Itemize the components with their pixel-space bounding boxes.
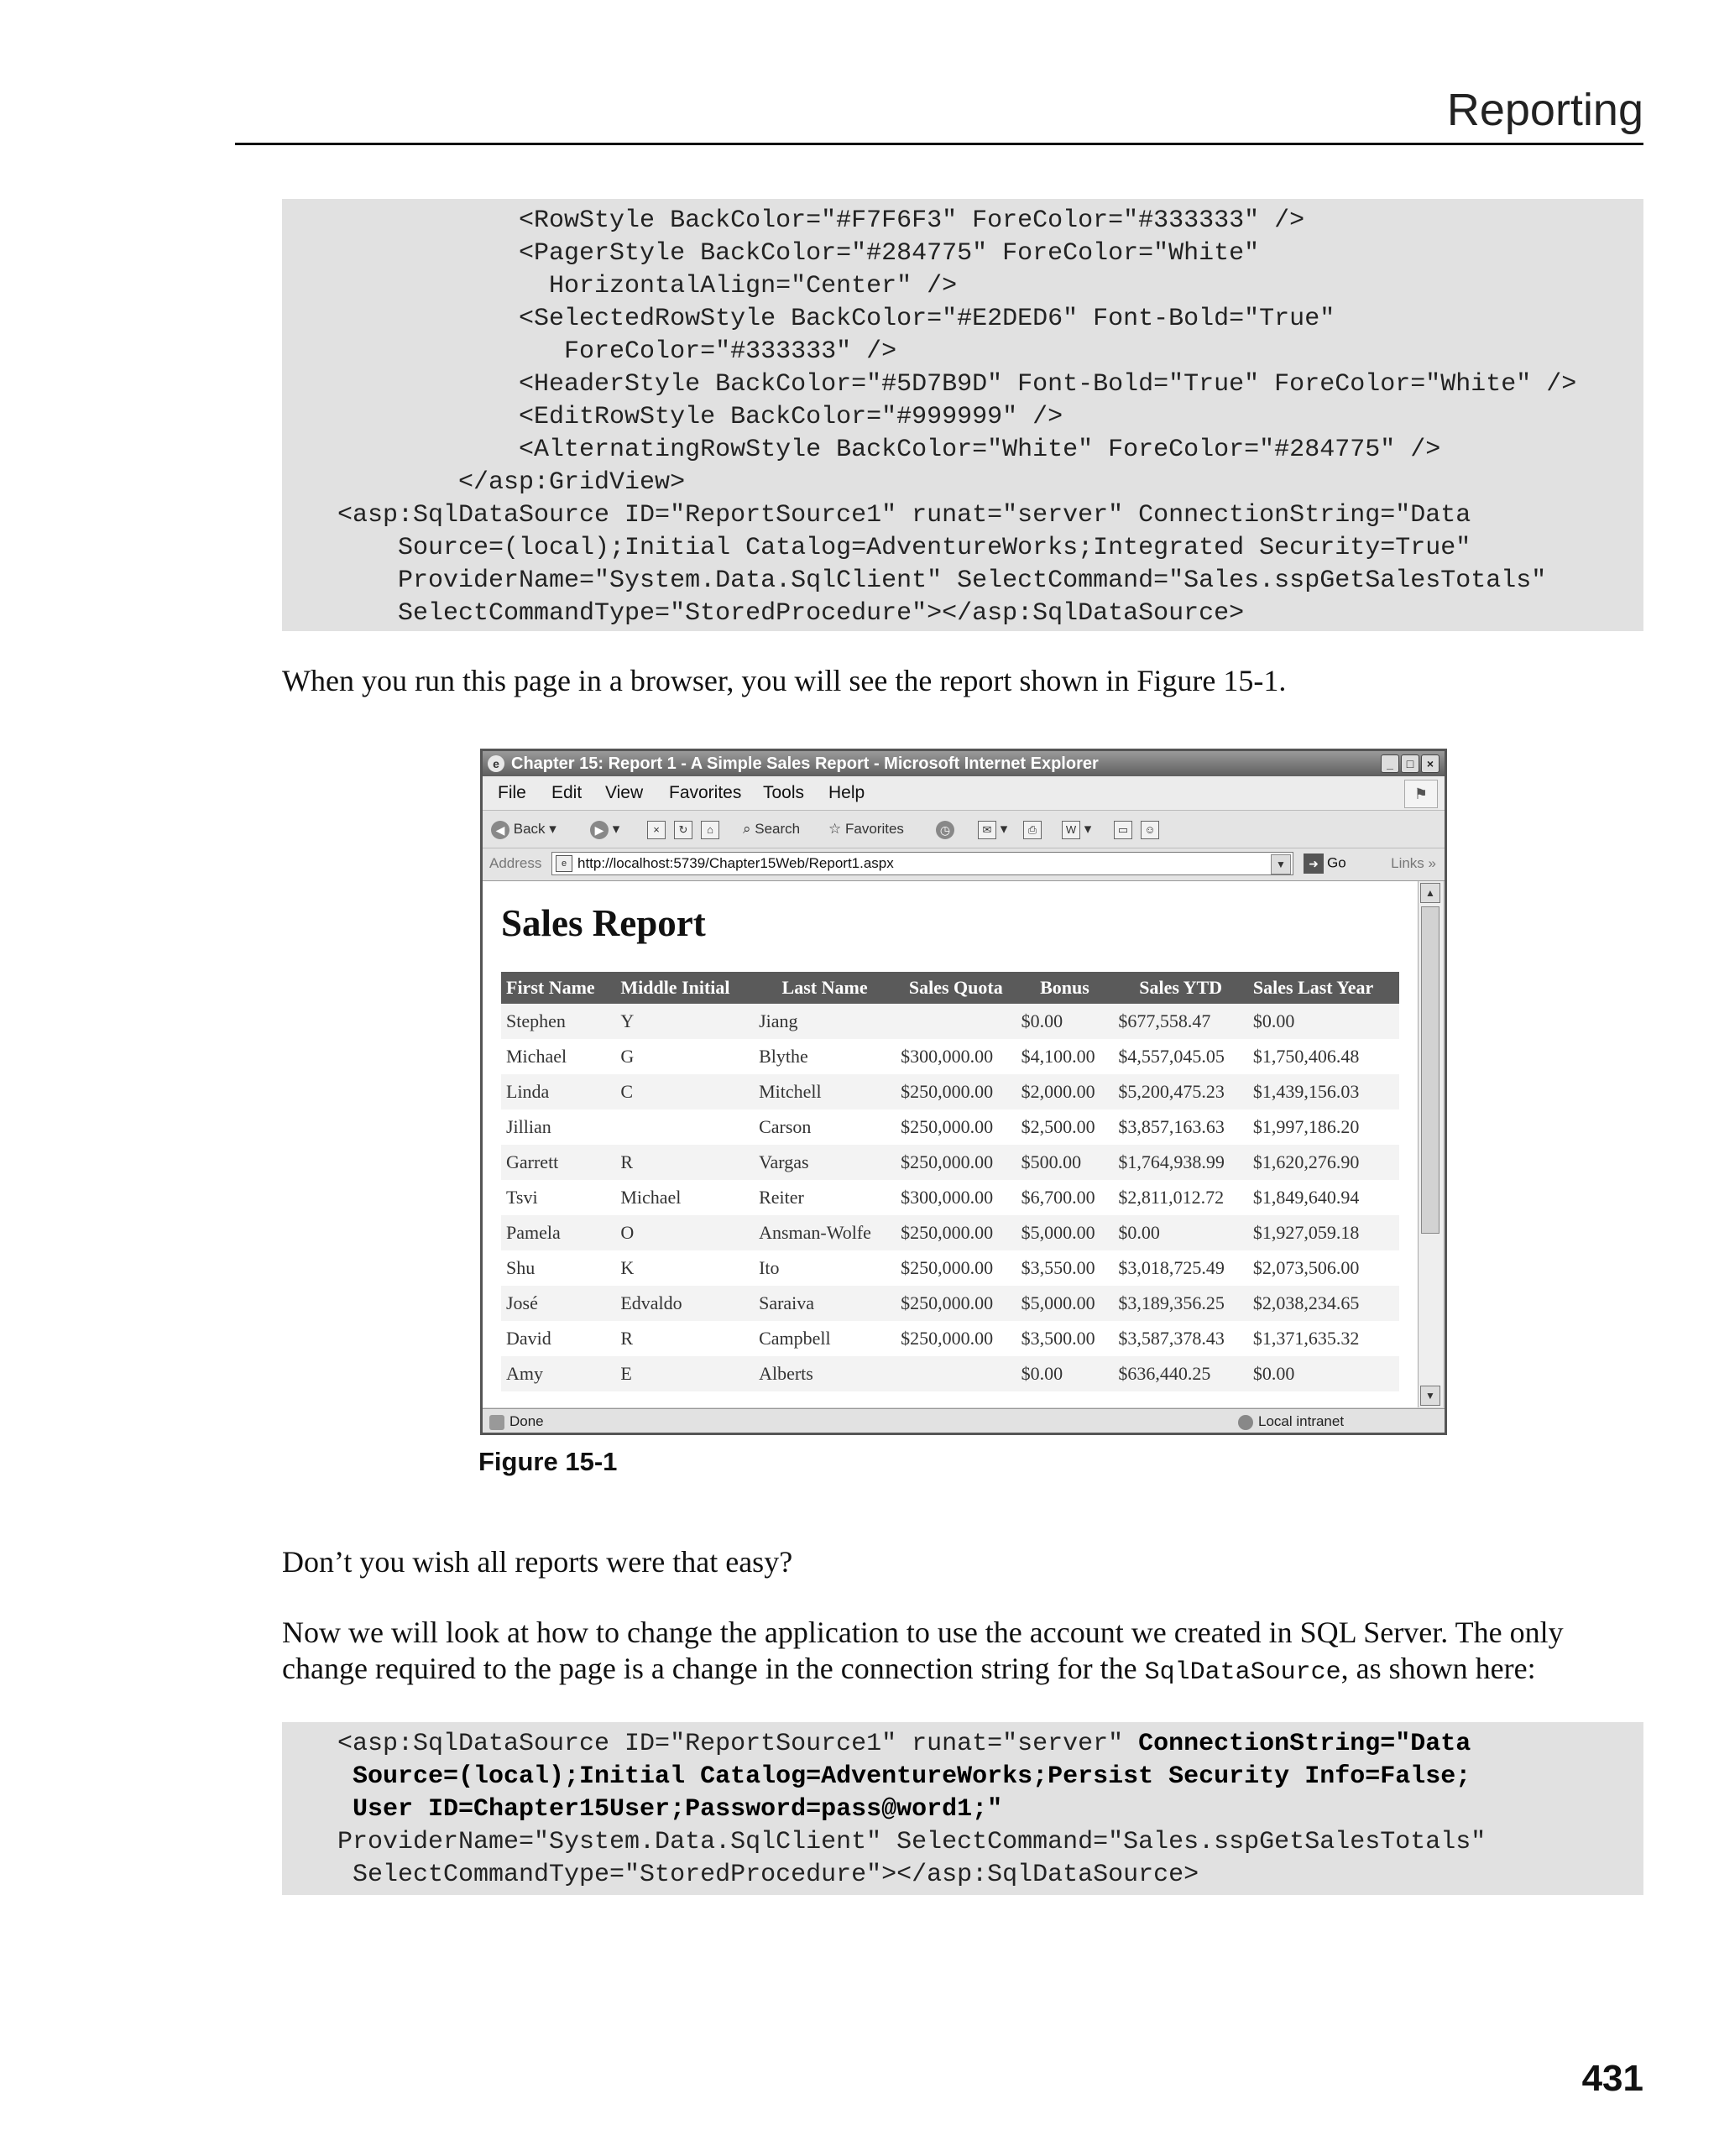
code-line: <HeaderStyle BackColor="#5D7B9D" Font-Bold="True" ForeColor="White" /> [337, 370, 1577, 399]
menu-tools[interactable]: Tools [763, 783, 805, 802]
table-cell: Shu [501, 1250, 615, 1286]
column-header: Middle Initial [615, 972, 754, 1004]
discuss-icon: ▭ [1114, 821, 1132, 839]
inline-code: SqlDataSource [1144, 1658, 1341, 1687]
address-label: Address [489, 855, 542, 871]
code-line: ForeColor="#333333" /> [337, 337, 897, 366]
table-cell: $0.00 [1016, 1004, 1114, 1039]
address-bar [483, 848, 1445, 881]
table-cell: $677,558.47 [1113, 1004, 1247, 1039]
mail-icon: ✉ [978, 821, 996, 839]
table-cell: $1,927,059.18 [1248, 1215, 1399, 1250]
refresh-button[interactable] [674, 819, 692, 839]
table-row [501, 1145, 1399, 1180]
code-line: <AlternatingRowStyle BackColor="White" ForeColor="#284775" /> [337, 436, 1441, 464]
paragraph-question: Don’t you wish all reports were that easy? [282, 1545, 793, 1579]
links-button[interactable]: Links » [1391, 855, 1436, 871]
code-block-2 [282, 1722, 1643, 1895]
history-button[interactable] [936, 819, 954, 839]
table-cell: Stephen [501, 1004, 615, 1039]
menu-view[interactable]: View [605, 783, 644, 802]
history-icon: ◷ [936, 821, 954, 839]
table-cell: Campbell [754, 1321, 896, 1356]
table-cell: Vargas [754, 1145, 896, 1180]
page-icon: e [556, 855, 572, 872]
table-cell: $0.00 [1248, 1004, 1399, 1039]
back-button[interactable]: ◀ Back ▾ [491, 819, 556, 839]
security-zone [1238, 1409, 1344, 1434]
search-button[interactable] [743, 819, 800, 839]
stop-button[interactable] [647, 819, 666, 839]
go-arrow-icon: ➜ [1304, 854, 1324, 874]
links-label: Links [1391, 855, 1424, 871]
table-row [501, 1039, 1399, 1074]
table-cell: Edvaldo [615, 1286, 754, 1321]
forward-arrow-icon: ▶ [590, 821, 609, 839]
table-row [501, 1109, 1399, 1145]
messenger-icon: ☺ [1141, 821, 1159, 839]
table-cell: C [615, 1074, 754, 1109]
table-row [501, 1180, 1399, 1215]
table-row [501, 1250, 1399, 1286]
column-header: Sales Last Year [1248, 972, 1399, 1004]
code-line: <SelectedRowStyle BackColor="#E2DED6" Font-Bold="True" [337, 305, 1335, 333]
table-row [501, 1074, 1399, 1109]
refresh-icon: ↻ [674, 821, 692, 839]
scroll-thumb[interactable] [1421, 906, 1439, 1234]
table-cell: $2,000.00 [1016, 1074, 1114, 1109]
table-cell: $0.00 [1248, 1356, 1399, 1391]
table-cell: $3,857,163.63 [1113, 1109, 1247, 1145]
running-head: Reporting [1446, 85, 1643, 135]
stop-icon: × [647, 821, 666, 839]
discuss-button[interactable] [1114, 819, 1132, 839]
code-line: <PagerStyle BackColor="#284775" ForeColor="White" [337, 239, 1260, 268]
table-cell: Alberts [754, 1356, 896, 1391]
table-cell: Jillian [501, 1109, 615, 1145]
star-icon: ☆ [828, 821, 842, 837]
menu-file[interactable]: File [498, 783, 526, 802]
table-cell: $5,000.00 [1016, 1286, 1114, 1321]
print-button[interactable] [1023, 819, 1042, 839]
table-cell: $1,371,635.32 [1248, 1321, 1399, 1356]
table-cell: $3,550.00 [1016, 1250, 1114, 1286]
scroll-down-icon[interactable]: ▼ [1420, 1386, 1440, 1406]
column-header: Bonus [1016, 972, 1114, 1004]
table-cell: Amy [501, 1356, 615, 1391]
table-cell: $250,000.00 [896, 1109, 1016, 1145]
close-icon[interactable]: × [1421, 754, 1439, 773]
table-cell: David [501, 1321, 615, 1356]
table-cell: $3,587,378.43 [1113, 1321, 1247, 1356]
zone-label: Local intranet [1258, 1413, 1345, 1429]
table-cell: Michael [615, 1180, 754, 1215]
code-line: SelectCommandType="StoredProcedure"></asp:SqlDataSource> [337, 1861, 1199, 1889]
code-line: <asp:SqlDataSource ID="ReportSource1" runat="server" ConnectionString="Data [337, 501, 1471, 530]
table-cell: Ansman-Wolfe [754, 1215, 896, 1250]
table-cell: $1,620,276.90 [1248, 1145, 1399, 1180]
favorites-label: Favorites [844, 821, 904, 837]
table-cell: $4,100.00 [1016, 1039, 1114, 1074]
mail-button[interactable]: ✉ ▾ [978, 819, 1007, 839]
column-header: First Name [501, 972, 615, 1004]
table-cell: $250,000.00 [896, 1215, 1016, 1250]
table-cell: Mitchell [754, 1074, 896, 1109]
table-cell: Reiter [754, 1180, 896, 1215]
table-cell [896, 1356, 1016, 1391]
table-cell: $3,189,356.25 [1113, 1286, 1247, 1321]
print-icon: ⎙ [1023, 821, 1042, 839]
table-cell: $2,500.00 [1016, 1109, 1114, 1145]
table-cell: Ito [754, 1250, 896, 1286]
column-header: Sales YTD [1113, 972, 1247, 1004]
edit-button[interactable]: W ▾ [1062, 819, 1091, 839]
page-viewport [483, 881, 1418, 1407]
sales-report-table [501, 972, 1399, 1391]
toolbar [483, 811, 1445, 848]
table-cell: $1,750,406.48 [1248, 1039, 1399, 1074]
table-cell: $500.00 [1016, 1145, 1114, 1180]
menu-bar [483, 776, 1445, 811]
code-line [337, 1728, 1643, 1761]
paragraph-connection [282, 1615, 1643, 1691]
table-cell: $3,500.00 [1016, 1321, 1114, 1356]
status-bar [483, 1408, 1445, 1434]
table-cell: Tsvi [501, 1180, 615, 1215]
word-icon: W [1062, 821, 1080, 839]
table-row [501, 1321, 1399, 1356]
table-body [501, 1004, 1399, 1391]
search-icon: ⌕ [743, 821, 751, 837]
table-cell: $5,200,475.23 [1113, 1074, 1247, 1109]
table-cell: Jiang [754, 1004, 896, 1039]
table-cell: E [615, 1356, 754, 1391]
table-cell: G [615, 1039, 754, 1074]
table-row [501, 1215, 1399, 1250]
table-cell: $250,000.00 [896, 1286, 1016, 1321]
table-cell: $250,000.00 [896, 1250, 1016, 1286]
table-cell: Garrett [501, 1145, 615, 1180]
code-line: ProviderName="System.Data.SqlClient" SelectCommand="Sales.sspGetSalesTotals" [337, 1828, 1486, 1856]
column-header: Last Name [754, 972, 896, 1004]
table-cell: $636,440.25 [1113, 1356, 1247, 1391]
page-done-icon [489, 1415, 504, 1430]
table-cell: $0.00 [1113, 1215, 1247, 1250]
back-arrow-icon: ◀ [491, 821, 509, 839]
table-cell: Pamela [501, 1215, 615, 1250]
code-line: SelectCommandType="StoredProcedure"></asp:SqlDataSource> [337, 599, 1245, 628]
table-cell: $1,997,186.20 [1248, 1109, 1399, 1145]
table-cell: $4,557,045.05 [1113, 1039, 1247, 1074]
paragraph-text: , as shown here: [1340, 1652, 1536, 1685]
go-label: Go [1327, 854, 1346, 871]
header-rule [235, 143, 1643, 145]
code-block-1 [282, 199, 1643, 631]
go-button[interactable] [1304, 854, 1346, 874]
table-cell: R [615, 1321, 754, 1356]
report-title: Sales Report [501, 902, 706, 944]
code-line: <EditRowStyle BackColor="#999999" /> [337, 403, 1063, 431]
table-cell: $0.00 [1016, 1356, 1114, 1391]
table-cell: Y [615, 1004, 754, 1039]
code-text-bold: ConnectionString="Data [1138, 1730, 1471, 1758]
menu-help[interactable]: Help [828, 783, 865, 802]
table-header-row [501, 972, 1399, 1004]
messenger-button[interactable] [1141, 819, 1159, 839]
status-text: Done [509, 1413, 544, 1429]
figure-caption: Figure 15-1 [478, 1447, 618, 1476]
table-row [501, 1356, 1399, 1391]
favorites-button[interactable] [828, 819, 904, 839]
table-cell: O [615, 1215, 754, 1250]
code-text-bold: User ID=Chapter15User;Password=pass@word1;" [337, 1795, 1003, 1824]
home-button[interactable] [701, 819, 719, 839]
table-cell: $1,849,640.94 [1248, 1180, 1399, 1215]
page-number: 431 [1581, 2058, 1643, 2099]
table-cell: $300,000.00 [896, 1039, 1016, 1074]
table-cell: R [615, 1145, 754, 1180]
table-cell: $250,000.00 [896, 1321, 1016, 1356]
browser-window-figure [480, 749, 1447, 1435]
address-url: http://localhost:5739/Chapter15Web/Report1.aspx [577, 855, 894, 871]
address-input[interactable] [551, 852, 1293, 875]
scroll-up-icon[interactable]: ▲ [1420, 883, 1440, 903]
code-line [337, 1761, 1643, 1793]
window-titlebar [483, 751, 1445, 776]
menu-edit[interactable]: Edit [551, 783, 583, 802]
table-cell: $5,000.00 [1016, 1215, 1114, 1250]
table-cell: Blythe [754, 1039, 896, 1074]
table-cell: José [501, 1286, 615, 1321]
table-cell: $3,018,725.49 [1113, 1250, 1247, 1286]
code-line: Source=(local);Initial Catalog=AdventureWorks;Integrated Security=True" [337, 534, 1471, 562]
code-line: <RowStyle BackColor="#F7F6F3" ForeColor="#333333" /> [337, 206, 1305, 235]
code-line: HorizontalAlign="Center" /> [337, 272, 958, 300]
table-cell: $250,000.00 [896, 1145, 1016, 1180]
table-cell: Saraiva [754, 1286, 896, 1321]
paragraph-intro: When you run this page in a browser, you will see the report shown in Figure 15-1. [282, 664, 1287, 697]
table-cell: Carson [754, 1109, 896, 1145]
menu-favorites[interactable]: Favorites [669, 783, 742, 802]
column-header: Sales Quota [896, 972, 1016, 1004]
code-text-bold: Source=(local);Initial Catalog=AdventureWorks;Persist Security Info=False; [337, 1762, 1471, 1791]
table-cell: $2,811,012.72 [1113, 1180, 1247, 1215]
ie-icon: e [488, 755, 504, 772]
table-cell: $2,073,506.00 [1248, 1250, 1399, 1286]
table-cell: Linda [501, 1074, 615, 1109]
table-cell: Michael [501, 1039, 615, 1074]
table-row [501, 1004, 1399, 1039]
table-cell: $2,038,234.65 [1248, 1286, 1399, 1321]
table-cell: $250,000.00 [896, 1074, 1016, 1109]
table-cell: $6,700.00 [1016, 1180, 1114, 1215]
back-label: Back [513, 821, 546, 837]
maximize-icon[interactable]: □ [1401, 754, 1419, 773]
window-title: Chapter 15: Report 1 - A Simple Sales Report - Microsoft Internet Explorer [511, 754, 1099, 773]
table-cell: $1,439,156.03 [1248, 1074, 1399, 1109]
search-label: Search [755, 821, 801, 837]
table-cell: $300,000.00 [896, 1180, 1016, 1215]
home-icon: ⌂ [701, 821, 719, 839]
code-line [337, 1793, 1643, 1826]
intranet-icon [1238, 1415, 1253, 1430]
forward-button[interactable]: ▶ ▾ [590, 819, 619, 839]
windows-flag-icon: ⚑ [1404, 780, 1438, 808]
code-line: </asp:GridView> [337, 468, 686, 497]
paragraph-text: Now we will look at how to change the application to use the account we created in SQL Server. The only change required to the page is a change in the connection string for the [282, 1616, 1564, 1685]
code-text: <asp:SqlDataSource ID="ReportSource1" runat="server" [337, 1730, 1139, 1758]
table-cell: K [615, 1250, 754, 1286]
table-cell [896, 1004, 1016, 1039]
table-cell [615, 1109, 754, 1145]
minimize-icon[interactable]: _ [1381, 754, 1399, 773]
table-cell: $1,764,938.99 [1113, 1145, 1247, 1180]
table-row [501, 1286, 1399, 1321]
chevron-down-icon[interactable]: ▼ [1271, 854, 1291, 874]
code-line: ProviderName="System.Data.SqlClient" SelectCommand="Sales.sspGetSalesTotals" [337, 566, 1547, 595]
vertical-scrollbar[interactable] [1418, 881, 1443, 1407]
